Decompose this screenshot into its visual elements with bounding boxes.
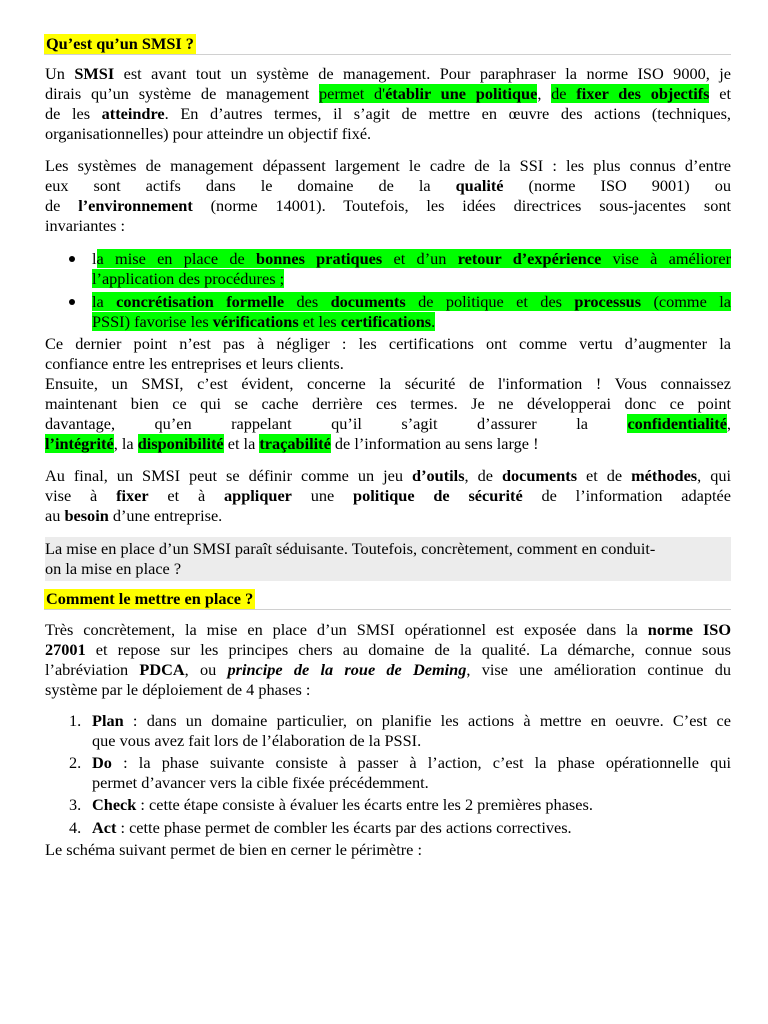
paragraph-smsi-summary	[45, 466, 731, 526]
text-line: permet d’avancer vers la cible fixée précédemment.	[92, 773, 429, 792]
heading-text: Qu’est qu’un SMSI ?	[46, 34, 194, 53]
text-line: confiance entre les entreprises et leurs clients.	[45, 354, 344, 373]
text-line: Do : la phase suivante consiste à passer à l’action, c’est la phase opérationnelle qui	[92, 753, 731, 772]
text-line: système par le déploiement de 4 phases :	[45, 680, 311, 699]
list-item-act	[45, 818, 731, 838]
text-line: on la mise en place ?	[45, 559, 182, 578]
text-line: Ensuite, un SMSI, c’est évident, concerne la sécurité de l'information ! Vous connaissez	[45, 374, 731, 393]
text-line: PSSI) favorise les vérifications et les certifications.	[92, 312, 436, 331]
text-line: maintenant bien ce qui se cache derrière ces termes. Je ne développerai donc ce point	[45, 394, 731, 413]
text-line: que vous avez fait lors de l’élaboration de la PSSI.	[92, 731, 422, 750]
text-line: La mise en place d’un SMSI paraît séduisante. Toutefois, concrètement, comment en conduit-	[45, 539, 656, 558]
paragraph-smsi-definition	[45, 64, 731, 144]
text-line: davantage, qu’en rappelant qu’il s’agit d’assurer la confidentialité,	[45, 414, 731, 433]
pdca-phase-list	[45, 711, 731, 838]
list-item-check	[45, 795, 731, 815]
text-line: Un SMSI est avant tout un système de management. Pour paraphraser la norme ISO 9000, je	[45, 64, 732, 83]
text-line: la concrétisation formelle des documents de politique et des processus (comme la	[92, 292, 731, 311]
section-heading-smsi	[44, 34, 731, 55]
text-line: vise à fixer et à appliquer une politique de sécurité de l’information adaptée	[45, 486, 732, 505]
list-item	[45, 292, 731, 332]
paragraph-shaded-question	[45, 537, 731, 581]
heading-text: Comment le mettre en place ?	[46, 589, 254, 608]
text-line: dirais qu’un système de management permet d'établir une politique, de fixer des objectifs et	[45, 84, 732, 103]
text-line: au besoin d’une entreprise.	[45, 506, 223, 525]
paragraph-closing	[45, 840, 731, 860]
paragraph-pdca	[45, 620, 731, 700]
bullet-dot	[69, 256, 75, 262]
text-line: invariantes :	[45, 216, 126, 235]
list-number: 4.	[69, 818, 82, 837]
text-line: Act : cette phase permet de combler les écarts par des actions correctives.	[92, 818, 572, 837]
text-line: Les systèmes de management dépassent largement le cadre de la SSI : les plus connus d’entre	[45, 156, 731, 175]
text-line: de les atteindre. En d’autres termes, il s’agit de mettre en œuvre des actions (techniques,	[45, 104, 731, 123]
bullet-list	[45, 249, 731, 332]
list-item-plan	[45, 711, 731, 751]
text-line: la mise en place de bonnes pratiques et d’un retour d’expérience vise à améliorer	[92, 249, 732, 268]
text-line: l’application des procédures ;	[92, 269, 285, 288]
text-line: 27001 et repose sur les principes chers au domaine de la qualité. La démarche, connue sous	[45, 640, 731, 659]
section-heading-implementation	[44, 589, 731, 610]
text-line: de l’environnement (norme 14001). Toutefois, les idées directrices sous-jacentes sont	[45, 196, 731, 215]
list-item	[45, 249, 731, 289]
text-line: eux sont actifs dans le domaine de la qualité (norme ISO 9001) ou	[45, 176, 731, 195]
paragraph-management-systems	[45, 156, 731, 236]
list-number: 3.	[69, 795, 82, 814]
text-line: Le schéma suivant permet de bien en cerner le périmètre :	[45, 840, 423, 859]
text-line: Ce dernier point n’est pas à négliger : les certifications ont comme vertu d’augmenter la	[45, 334, 731, 353]
list-item-do	[45, 753, 731, 793]
text-line: organisationnelles) pour atteindre un objectif fixé.	[45, 124, 372, 143]
paragraph-certifications	[45, 334, 731, 454]
list-number: 2.	[69, 753, 82, 772]
text-line: l’abréviation PDCA, ou principe de la roue de Deming, vise une amélioration continue du	[45, 660, 732, 679]
bullet-dot	[69, 299, 75, 305]
text-line: Plan : dans un domaine particulier, on planifie les actions à mettre en oeuvre. C’est ce	[92, 711, 731, 730]
text-line: Très concrètement, la mise en place d’un SMSI opérationnel est exposée dans la norme ISO	[45, 620, 731, 639]
list-number: 1.	[69, 711, 82, 730]
text-line: l’intégrité, la disponibilité et la traçabilité de l’information au sens large !	[45, 434, 539, 453]
text-line: Au final, un SMSI peut se définir comme un jeu d’outils, de documents et de méthodes, qui	[45, 466, 732, 485]
text-line: Check : cette étape consiste à évaluer les écarts entre les 2 premières phases.	[92, 795, 593, 814]
